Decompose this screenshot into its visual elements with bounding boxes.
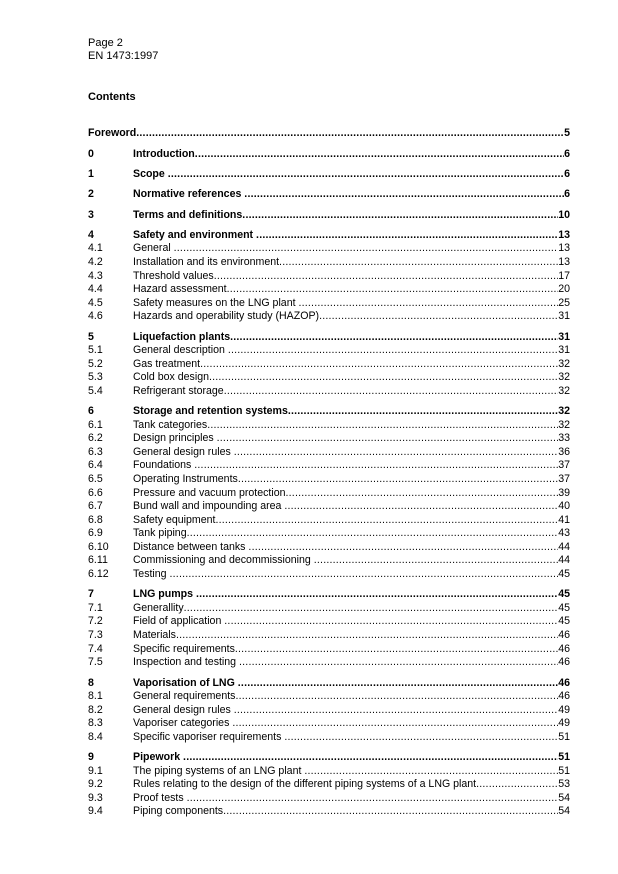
toc-entry[interactable] <box>88 541 570 554</box>
toc-entry[interactable] <box>88 704 570 717</box>
toc-entry-title: Installation and its environment <box>133 256 280 268</box>
toc-entry-number: 5 <box>88 331 94 343</box>
toc-entry-page: 6 <box>564 148 570 160</box>
toc-entry-number: 6.6 <box>88 487 103 499</box>
toc-entry-number: 4.4 <box>88 283 103 295</box>
contents-heading: Contents <box>88 91 136 103</box>
dot-leader <box>242 209 558 222</box>
toc-entry-page: 54 <box>558 805 570 817</box>
dot-leader <box>195 148 564 161</box>
dot-leader <box>170 568 559 581</box>
toc-entry-page: 40 <box>558 500 570 512</box>
toc-entry-page: 39 <box>558 487 570 499</box>
toc-entry[interactable] <box>88 419 570 432</box>
toc-entry-number: 6.5 <box>88 473 103 485</box>
toc-entry[interactable] <box>88 588 570 601</box>
toc-entry-number: 4.2 <box>88 256 103 268</box>
toc-entry-page: 25 <box>558 297 570 309</box>
toc-entry-title: Tank categories <box>133 419 208 431</box>
toc-entry[interactable] <box>88 731 570 744</box>
toc-entry-title: Threshold values <box>133 270 214 282</box>
toc-entry[interactable] <box>88 209 570 222</box>
toc-entry-title: Scope <box>133 168 168 180</box>
toc-entry-number: 9.4 <box>88 805 103 817</box>
toc-entry-title: Design principles <box>133 432 217 444</box>
dot-leader <box>230 331 558 344</box>
toc-entry-number: 6.4 <box>88 459 103 471</box>
toc-entry[interactable] <box>88 297 570 310</box>
toc-entry-page: 49 <box>558 704 570 716</box>
dot-leader <box>224 385 559 398</box>
toc-entry[interactable] <box>88 229 570 242</box>
toc-entry-number: 4.1 <box>88 242 103 254</box>
toc-entry-page: 32 <box>558 371 570 383</box>
dot-leader <box>235 690 558 703</box>
toc-entry-page: 13 <box>558 229 570 241</box>
dot-leader <box>200 358 558 371</box>
toc-entry-page: 6 <box>564 168 570 180</box>
toc-entry[interactable] <box>88 527 570 540</box>
toc-entry-title: Safety and environment <box>133 229 257 241</box>
toc-entry-page: 46 <box>558 677 570 689</box>
toc-entry-number: 8.3 <box>88 717 103 729</box>
toc-entry-number: 6.9 <box>88 527 103 539</box>
toc-entry[interactable] <box>88 554 570 567</box>
toc-entry-title: Field of application <box>133 615 225 627</box>
toc-entry[interactable] <box>88 690 570 703</box>
toc-entry-number: 7.1 <box>88 602 103 614</box>
toc-entry-number: 9 <box>88 751 94 763</box>
toc-entry-number: 5.3 <box>88 371 103 383</box>
toc-entry-number: 6.1 <box>88 419 103 431</box>
toc-entry-number: 3 <box>88 209 94 221</box>
toc-entry[interactable] <box>88 385 570 398</box>
toc-entry[interactable] <box>88 717 570 730</box>
toc-entry-number: 6.10 <box>88 541 109 553</box>
toc-entry-page: 10 <box>558 209 570 221</box>
toc-entry-number: 8.2 <box>88 704 103 716</box>
toc-entry[interactable] <box>88 602 570 615</box>
toc-entry-title: Tank piping <box>133 527 187 539</box>
toc-entry[interactable] <box>88 792 570 805</box>
toc-entry-title: Proof tests <box>133 792 187 804</box>
toc-entry-title: Terms and definitions <box>133 209 243 221</box>
toc-entry-title: Foreword <box>88 127 137 139</box>
toc-entry-number: 2 <box>88 188 94 200</box>
toc-entry-page: 46 <box>558 656 570 668</box>
toc-entry[interactable] <box>88 778 570 791</box>
toc-entry[interactable] <box>88 500 570 513</box>
toc-entry-number: 6 <box>88 405 94 417</box>
toc-entry-title: Cold box design <box>133 371 209 383</box>
toc-entry[interactable] <box>88 568 570 581</box>
toc-entry-title: Normative references <box>133 188 245 200</box>
toc-entry[interactable] <box>88 168 570 181</box>
toc-entry-title: Vaporisation of LNG <box>133 677 238 689</box>
dot-leader <box>244 188 564 201</box>
dot-leader <box>214 270 559 283</box>
dot-leader <box>176 629 558 642</box>
toc-entry[interactable] <box>88 473 570 486</box>
toc-entry-number: 9.2 <box>88 778 103 790</box>
toc-entry-page: 36 <box>558 446 570 458</box>
toc-entry-page: 17 <box>558 270 570 282</box>
toc-entry-page: 45 <box>558 568 570 580</box>
toc-entry[interactable] <box>88 256 570 269</box>
toc-entry-title: General <box>133 242 174 254</box>
dot-leader <box>136 127 564 140</box>
toc-entry[interactable] <box>88 405 570 418</box>
toc-entry-number: 5.2 <box>88 358 103 370</box>
dot-leader <box>187 527 559 540</box>
dot-leader <box>228 344 558 357</box>
toc-entry[interactable] <box>88 283 570 296</box>
toc-entry[interactable] <box>88 656 570 669</box>
toc-entry-number: 6.11 <box>88 554 108 566</box>
toc-entry-title: Storage and retention systems <box>133 405 288 417</box>
toc-entry-number: 7.3 <box>88 629 103 641</box>
toc-entry-page: 37 <box>558 473 570 485</box>
toc-entry-page: 32 <box>558 419 570 431</box>
toc-entry[interactable] <box>88 677 570 690</box>
toc-entry-page: 32 <box>558 405 570 417</box>
dot-leader <box>284 731 558 744</box>
toc-entry-title: Liquefaction plants <box>133 331 231 343</box>
toc-entry-foreword[interactable] <box>88 127 570 140</box>
toc-entry-page: 46 <box>558 643 570 655</box>
toc-entry-number: 1 <box>88 168 94 180</box>
dot-leader <box>238 677 558 690</box>
toc-entry-number: 8 <box>88 677 94 689</box>
toc-entry-title: Inspection and testing <box>133 656 240 668</box>
dot-leader <box>174 242 559 255</box>
toc-entry-title: Bund wall and impounding area <box>133 500 285 512</box>
toc-entry-title: Foundations <box>133 459 195 471</box>
toc-entry[interactable] <box>88 805 570 818</box>
dot-leader <box>194 459 558 472</box>
toc-entry-page: 45 <box>558 602 570 614</box>
toc-entry-page: 45 <box>558 615 570 627</box>
dot-leader <box>227 283 559 296</box>
toc-entry-page: 51 <box>558 765 570 777</box>
toc-entry-title: Testing <box>133 568 170 580</box>
toc-entry[interactable] <box>88 459 570 472</box>
toc-entry[interactable] <box>88 310 570 323</box>
toc-entry-title: Specific requirements <box>133 643 235 655</box>
toc-entry-page: 20 <box>558 283 570 295</box>
toc-entry-page: 54 <box>558 792 570 804</box>
toc-entry-page: 6 <box>564 188 570 200</box>
toc-entry-number: 6.7 <box>88 500 103 512</box>
toc-entry-title: Pressure and vacuum protection <box>133 487 286 499</box>
toc-entry-title: Pipework <box>133 751 184 763</box>
dot-leader <box>238 473 558 486</box>
toc-entry[interactable] <box>88 188 570 201</box>
toc-entry-title: The piping systems of an LNG plant <box>133 765 305 777</box>
dot-leader <box>314 554 558 567</box>
toc-entry[interactable] <box>88 629 570 642</box>
toc-entry-title: Introduction <box>133 148 195 160</box>
toc-entry-page: 45 <box>558 588 570 600</box>
toc-entry-title: General design rules <box>133 704 234 716</box>
toc-entry-number: 4.3 <box>88 270 103 282</box>
dot-leader <box>209 371 558 384</box>
toc-entry-number: 8.1 <box>88 690 103 702</box>
toc-entry[interactable] <box>88 432 570 445</box>
dot-leader <box>298 297 558 310</box>
toc-entry-page: 51 <box>558 731 570 743</box>
toc-entry-title: Generallity <box>133 602 184 614</box>
toc-entry-page: 41 <box>558 514 570 526</box>
dot-leader <box>234 704 559 717</box>
toc-entry[interactable] <box>88 643 570 656</box>
toc-entry[interactable] <box>88 242 570 255</box>
toc-entry-title: Vaporiser categories <box>133 717 233 729</box>
dot-leader <box>239 656 558 669</box>
dot-leader <box>248 541 558 554</box>
toc-entry-title: General description <box>133 344 228 356</box>
toc-entry-title: Rules relating to the design of the different piping systems of a LNG plant <box>133 778 477 790</box>
toc-entry-number: 7.5 <box>88 656 103 668</box>
toc-entry[interactable] <box>88 270 570 283</box>
toc-entry-title: General design rules <box>133 446 234 458</box>
toc-entry-title: Commissioning and decommissioning <box>133 554 314 566</box>
page-number-header: Page 2 <box>88 37 123 49</box>
toc-entry[interactable] <box>88 514 570 527</box>
dot-leader <box>223 805 558 818</box>
dot-leader <box>232 717 558 730</box>
toc-entry-number: 4.5 <box>88 297 103 309</box>
toc-entry-number: 8.4 <box>88 731 103 743</box>
toc-entry-page: 31 <box>558 331 570 343</box>
toc-entry[interactable] <box>88 344 570 357</box>
toc-entry-number: 7.2 <box>88 615 103 627</box>
toc-entry[interactable] <box>88 371 570 384</box>
dot-leader <box>286 487 559 500</box>
toc-entry-title: Piping components <box>133 805 224 817</box>
toc-entry-number: 6.3 <box>88 446 103 458</box>
toc-entry-number: 4.6 <box>88 310 103 322</box>
toc-entry-number: 6.2 <box>88 432 103 444</box>
dot-leader <box>319 310 558 323</box>
toc-entry-number: 9.3 <box>88 792 103 804</box>
toc-entry-page: 32 <box>558 385 570 397</box>
toc-entry-page: 13 <box>558 242 570 254</box>
toc-entry[interactable] <box>88 487 570 500</box>
dot-leader <box>284 500 558 513</box>
dot-leader <box>187 792 559 805</box>
standard-number-header: EN 1473:1997 <box>88 50 159 62</box>
toc-entry-page: 49 <box>558 717 570 729</box>
toc-entry-page: 44 <box>558 541 570 553</box>
dot-leader <box>476 778 558 791</box>
toc-entry[interactable] <box>88 358 570 371</box>
toc-entry-title: LNG pumps <box>133 588 196 600</box>
toc-entry-page: 32 <box>558 358 570 370</box>
toc-entry-number: 7 <box>88 588 94 600</box>
toc-entry-title: Materials <box>133 629 176 641</box>
toc-entry-title: Safety measures on the LNG plant <box>133 297 299 309</box>
toc-entry-number: 5.4 <box>88 385 103 397</box>
toc-entry-page: 31 <box>558 344 570 356</box>
toc-entry-number: 7.4 <box>88 643 103 655</box>
toc-entry-title: Hazards and operability study (HAZOP) <box>133 310 320 322</box>
dot-leader <box>196 588 558 601</box>
dot-leader <box>207 419 558 432</box>
dot-leader <box>279 256 558 269</box>
dot-leader <box>234 446 559 459</box>
toc-entry-page: 46 <box>558 690 570 702</box>
toc-entry[interactable] <box>88 765 570 778</box>
toc-entry-page: 46 <box>558 629 570 641</box>
toc-entry-page: 44 <box>558 554 570 566</box>
dot-leader <box>184 602 559 615</box>
toc-entry-page: 5 <box>564 127 570 139</box>
toc-entry-number: 6.12 <box>88 568 109 580</box>
toc-entry-page: 33 <box>558 432 570 444</box>
toc-entry[interactable] <box>88 615 570 628</box>
toc-entry-page: 13 <box>558 256 570 268</box>
toc-entry-number: 9.1 <box>88 765 103 777</box>
toc-entry-title: Hazard assessment <box>133 283 227 295</box>
dot-leader <box>183 751 558 764</box>
toc-entry[interactable] <box>88 148 570 161</box>
toc-entry-page: 43 <box>558 527 570 539</box>
toc-entry-title: Gas treatment <box>133 358 201 370</box>
toc-entry-page: 53 <box>558 778 570 790</box>
dot-leader <box>224 615 558 628</box>
toc-entry-number: 6.8 <box>88 514 103 526</box>
toc-entry-number: 0 <box>88 148 94 160</box>
toc-entry[interactable] <box>88 331 570 344</box>
dot-leader <box>304 765 558 778</box>
toc-entry-page: 51 <box>558 751 570 763</box>
toc-entry-number: 5.1 <box>88 344 103 356</box>
toc-entry-title: General requirements <box>133 690 236 702</box>
toc-entry[interactable] <box>88 446 570 459</box>
toc-entry[interactable] <box>88 751 570 764</box>
toc-entry-number: 4 <box>88 229 94 241</box>
dot-leader <box>168 168 564 181</box>
dot-leader <box>217 432 559 445</box>
toc-entry-page: 37 <box>558 459 570 471</box>
dot-leader <box>215 514 558 527</box>
dot-leader <box>235 643 558 656</box>
dot-leader <box>256 229 558 242</box>
dot-leader <box>288 405 558 418</box>
toc-entry-title: Specific vaporiser requirements <box>133 731 285 743</box>
toc-entry-title: Operating Instruments <box>133 473 238 485</box>
toc-entry-title: Refrigerant storage <box>133 385 224 397</box>
toc-entry-title: Safety equipment <box>133 514 216 526</box>
toc-entry-page: 31 <box>558 310 570 322</box>
toc-entry-title: Distance between tanks <box>133 541 249 553</box>
